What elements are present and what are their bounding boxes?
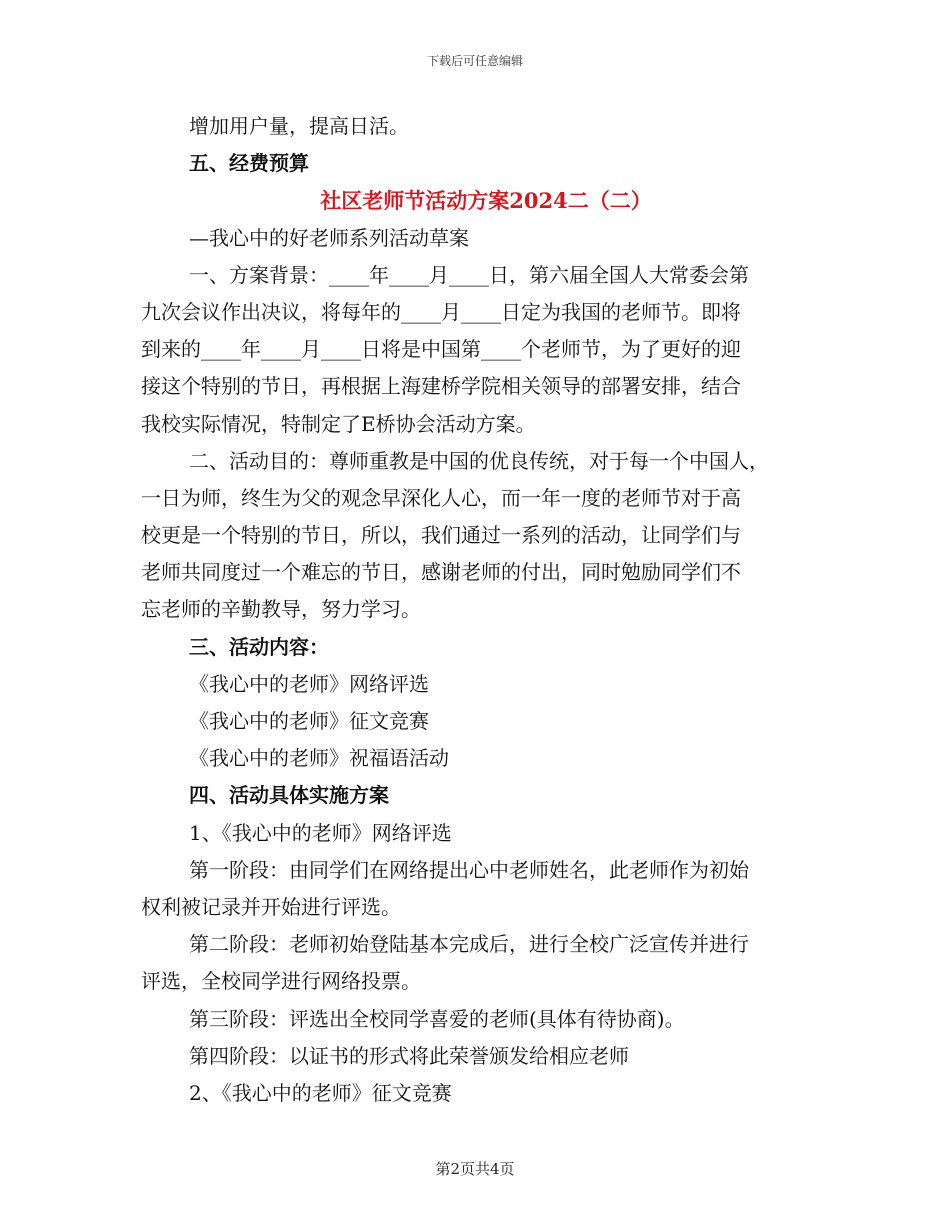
paragraph-line: 第四阶段：以证书的形式将此荣誉颁发给相应老师 (189, 1043, 629, 1068)
document-subtitle: —我心中的好老师系列活动草案 (189, 225, 469, 250)
paragraph-line: 接这个特别的节日，再根据上海建桥学院相关领导的部署安排，结合 (141, 374, 741, 399)
list-item: 《我心中的老师》祝福语活动 (189, 746, 449, 771)
paragraph-line: 忘老师的辛勤教导，努力学习。 (141, 597, 421, 622)
paragraph-line: 我校实际情况，特制定了E桥协会活动方案。 (141, 411, 536, 436)
paragraph-line: 评选，全校同学进行网络投票。 (141, 969, 421, 994)
subsection-heading: 1、《我心中的老师》网络评选 (189, 820, 452, 845)
section-heading-content: 三、活动内容： (189, 634, 329, 659)
section-heading-implementation: 四、活动具体实施方案 (189, 783, 389, 808)
paragraph-line: 第二阶段：老师初始登陆基本完成后，进行全校广泛宣传并进行 (189, 932, 749, 957)
subsection-heading: 2、《我心中的老师》征文竞赛 (189, 1080, 452, 1105)
paragraph-line: 校更是一个特别的节日，所以，我们通过一系列的活动，让同学们与 (141, 523, 741, 548)
paragraph-line: 一日为师，终生为父的观念早深化人心，而一年一度的老师节对于高 (141, 485, 741, 510)
paragraph-line: 九次会议作出决议，将每年的____月____日定为我国的老师节。即将 (141, 299, 741, 324)
section-heading-budget: 五、经费预算 (189, 151, 309, 176)
paragraph-line: 到来的____年____月____日将是中国第____个老师节，为了更好的迎 (141, 337, 741, 362)
document-body (141, 108, 813, 1112)
paragraph-line: 第三阶段：评选出全校同学喜爱的老师(具体有待协商)。 (189, 1006, 685, 1031)
document-title: 社区老师节活动方案2024二（二） (320, 188, 652, 214)
list-item: 《我心中的老师》网络评选 (189, 671, 429, 696)
paragraph-line: 增加用户量，提高日活。 (189, 114, 409, 138)
paragraph-line: 第一阶段：由同学们在网络提出心中老师姓名，此老师作为初始 (189, 857, 749, 882)
paragraph-line: 一、方案背景：____年____月____日，第六届全国人大常委会第 (189, 262, 749, 287)
page-number: 第2页共4页 (435, 1160, 515, 1178)
paragraph-line: 二、活动目的：尊师重教是中国的优良传统，对于每一个中国人， (189, 448, 769, 473)
paragraph-line: 老师共同度过一个难忘的节日，感谢老师的付出，同时勉励同学们不 (141, 560, 741, 585)
list-item: 《我心中的老师》征文竞赛 (189, 709, 429, 733)
page-header-note: 下载后可任意编辑 (426, 54, 523, 68)
paragraph-line: 权利被记录并开始进行评选。 (141, 894, 401, 919)
